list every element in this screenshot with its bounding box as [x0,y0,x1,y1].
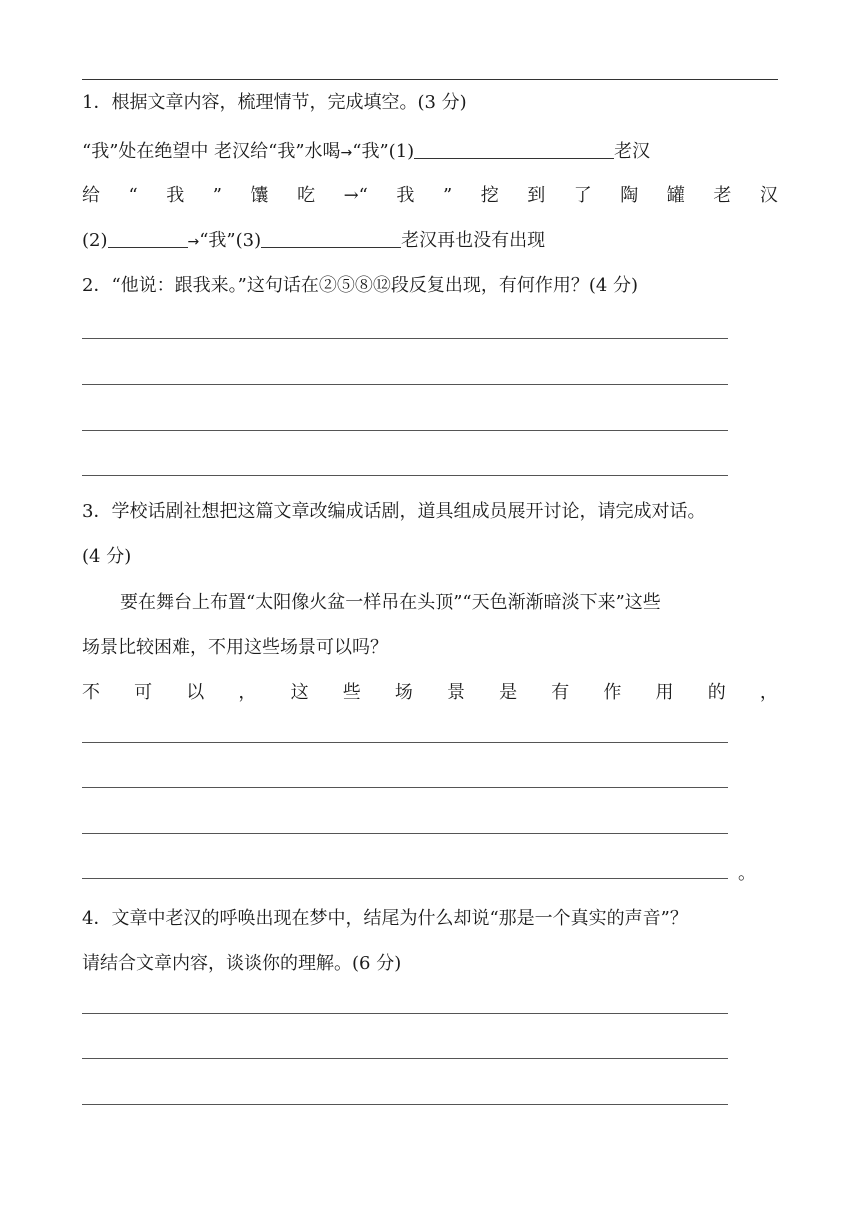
q3-answer-char: 用 [655,682,674,703]
q3-answer-char: 的 [707,682,726,703]
q1-row2-char: “ [128,185,138,206]
q1-row3-text-a: (2) [82,230,108,251]
q4-title-cont: 请结合文章内容，谈谈你的理解。(6 分) [82,953,402,974]
q3-prompt-line-1: 要在舞台上布置“太阳像火盆一样吊在头顶”“天色渐渐暗淡下来”这些 [120,592,661,613]
q3-period: 。 [738,863,756,884]
q1-row2-char: →“ [343,185,368,206]
q1-row1-text-a: “我”处在绝望中 老汉给“我”水喝 [82,141,341,162]
q1-blank-3[interactable] [261,229,401,248]
q1-row1-text-b: “我”(1) [352,141,415,162]
arrow-icon: → [340,145,353,161]
q1-flow-row-2 [82,184,778,208]
q4-answer-line[interactable] [82,1104,728,1105]
q1-row3-text-b: “我”(3) [199,230,262,251]
q3-answer-char: ， [759,682,778,703]
q3-answer-char: 以 [186,682,205,703]
q4-title: 4．文章中老汉的呼唤出现在梦中，结尾为什么却说“那是一个真实的声音”？ [82,908,688,929]
q3-answer-char: 有 [551,682,570,703]
q3-answer-char: 作 [603,682,622,703]
q1-row2-char: 我 [166,185,185,206]
top-rule [82,79,778,80]
q1-row2-char: 吃 [297,185,316,206]
q2-answer-line[interactable] [82,384,728,385]
q2-title: 2．“他说：跟我来。”这句话在②⑤⑧⑫段反复出现，有何作用？(4 分) [82,275,639,296]
q3-answer-char: 场 [394,682,413,703]
q3-answer-char: 不 [82,682,100,703]
q1-flow-row-3 [82,229,545,254]
q2-answer-line[interactable] [82,338,728,339]
q3-title: 3．学校话剧社想把这篇文章改编成话剧，道具组成员展开讨论，请完成对话。 [82,501,706,522]
q1-title: 1．根据文章内容，梳理情节，完成填空。(3 分) [82,92,467,113]
q3-score: (4 分) [82,546,132,567]
q3-answer-char: ， [238,682,257,703]
arrow-icon: → [187,234,200,250]
q1-flow-row-1 [82,140,650,165]
q1-blank-1[interactable] [414,140,614,159]
q3-answer-start [82,681,778,705]
q2-answer-line[interactable] [82,430,728,431]
q1-row2-char: 了 [573,185,592,206]
q3-answer-char: 可 [134,682,153,703]
q4-answer-line[interactable] [82,1013,728,1014]
q1-row2-char: ” [212,185,222,206]
q3-answer-line[interactable] [82,833,728,834]
q3-answer-line[interactable] [82,878,728,879]
q1-row1-text-c: 老汉 [614,141,651,162]
q3-answer-line[interactable] [82,787,728,788]
q1-row2-char: ” [442,185,453,206]
q3-answer-char: 些 [342,682,361,703]
q3-prompt-line-2: 场景比较困难，不用这些场景可以吗？ [82,637,388,658]
q1-row2-char: 老 [713,185,732,206]
q3-answer-char: 景 [446,682,465,703]
q1-row2-char: 陶 [620,185,639,206]
q1-row2-char: 我 [396,185,415,206]
q1-row3-text-c: 老汉再也没有出现 [401,230,546,251]
q4-answer-line[interactable] [82,1058,728,1059]
q1-row2-char: 给 [82,185,100,206]
q1-row2-char: 汉 [759,185,778,206]
q1-row2-char: 挖 [480,185,499,206]
q3-answer-char: 这 [290,682,309,703]
q1-blank-2[interactable] [108,229,188,248]
q3-answer-line[interactable] [82,742,728,743]
q2-answer-line[interactable] [82,475,728,476]
q1-row2-char: 馕 [250,185,269,206]
q3-answer-char: 是 [499,682,518,703]
q1-row2-char: 罐 [666,185,685,206]
q1-row2-char: 到 [527,185,546,206]
